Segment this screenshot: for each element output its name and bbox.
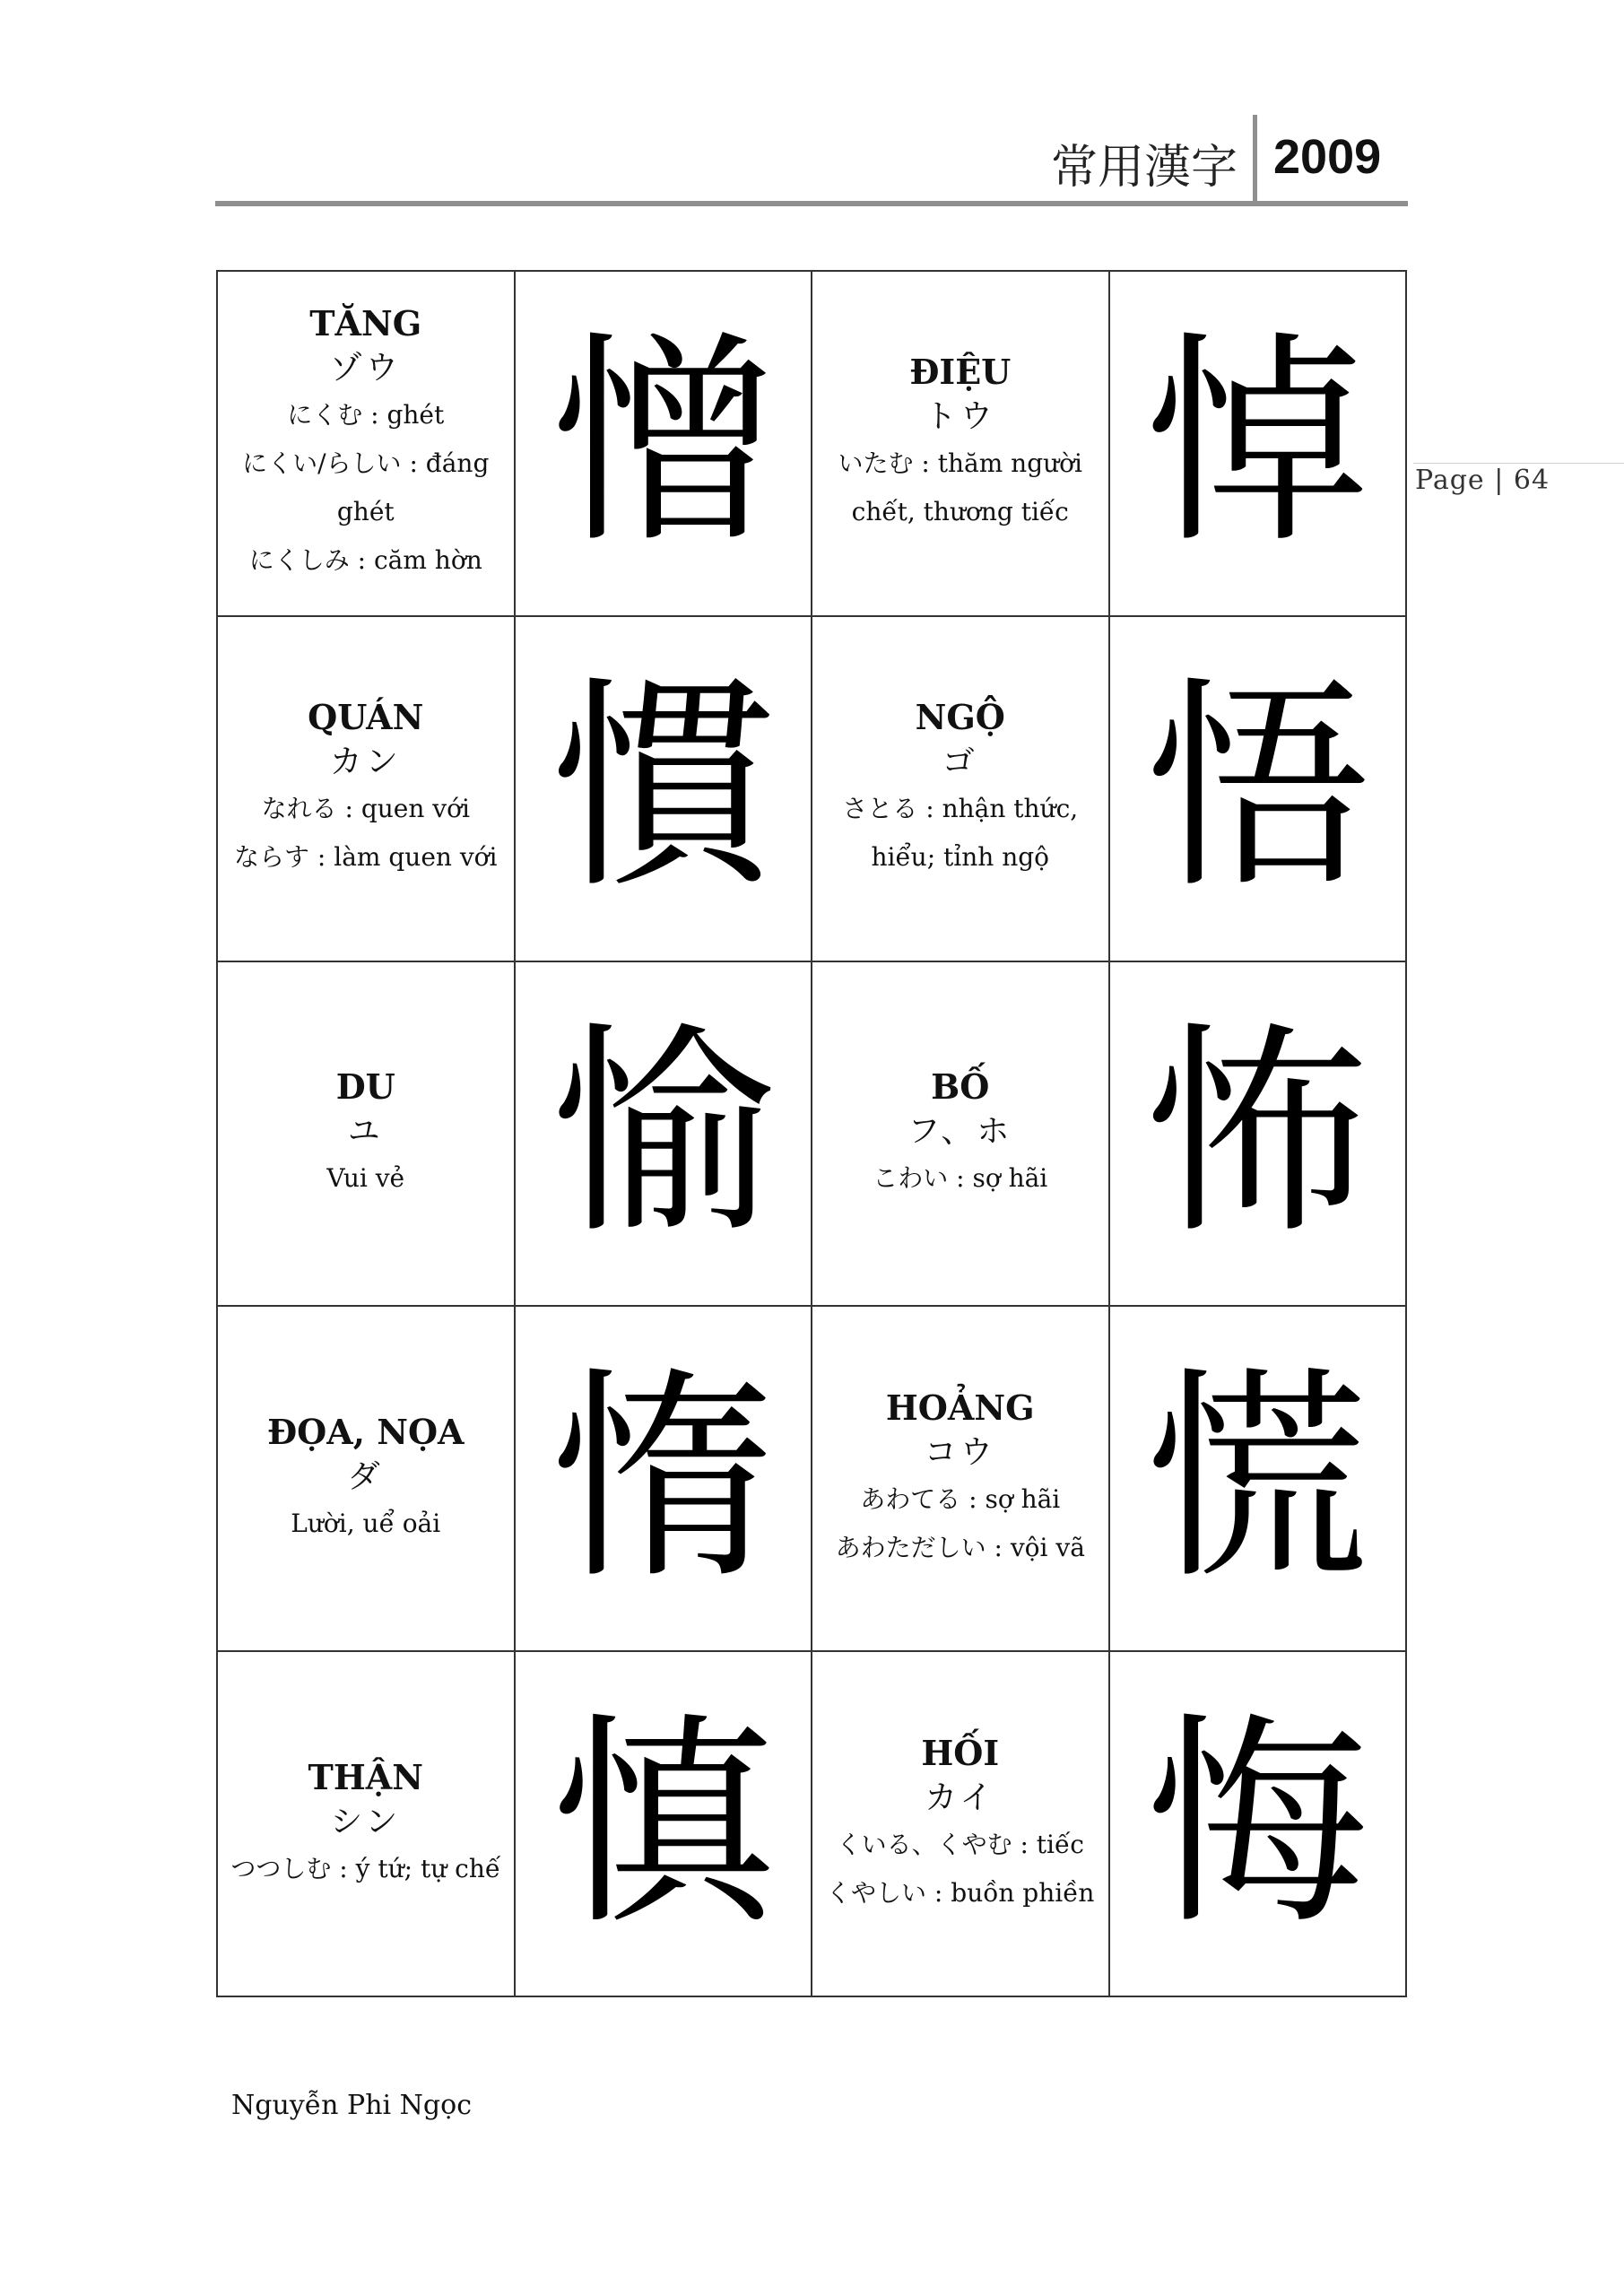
- kanji-character: 惰: [551, 1347, 776, 1609]
- kanji-character: 慌: [1145, 1347, 1370, 1609]
- kanji-info-cell: [812, 962, 1110, 1308]
- kanji-cell: [516, 272, 813, 617]
- kun-reading-meaning: こわい : sợ hãi: [873, 1162, 1048, 1193]
- kanji-info-cell: [812, 1307, 1110, 1652]
- kun-reading-meaning: にくむ : ghét: [287, 400, 445, 430]
- kanji-info-cell: [812, 1652, 1110, 1997]
- kanji-info-cell: [218, 617, 516, 962]
- kanji-cell: [516, 962, 813, 1308]
- sino-vietnamese-reading: BỐ: [931, 1065, 990, 1107]
- kanji-character: 悟: [1145, 657, 1370, 919]
- kanji-cell: [1110, 272, 1408, 617]
- kanji-info-cell: [218, 272, 516, 617]
- on-reading: ゾウ: [329, 350, 402, 387]
- kun-reading-meaning: なれる : quen với: [261, 794, 470, 824]
- on-reading: カン: [329, 744, 402, 781]
- kanji-character: 憎: [551, 312, 776, 574]
- on-reading: カイ: [925, 1779, 996, 1816]
- kanji-character: 悼: [1145, 312, 1370, 574]
- kun-reading-meaning: あわただしい : vội vã: [835, 1532, 1085, 1562]
- kun-reading-meaning: あわてる : sợ hãi: [860, 1483, 1061, 1514]
- kun-reading-meaning: にくしみ : căm hờn: [248, 545, 482, 576]
- sino-vietnamese-reading: THẬN: [308, 1756, 423, 1797]
- on-reading: シン: [330, 1803, 402, 1840]
- sino-vietnamese-reading: NGỘ: [915, 697, 1005, 738]
- sino-vietnamese-reading: ĐIỆU: [909, 352, 1012, 393]
- sino-vietnamese-reading: QUÁN: [308, 697, 424, 738]
- kun-reading-meaning: Vui vẻ: [326, 1162, 405, 1193]
- kun-reading-meaning: くやしい : buồn phiền: [826, 1877, 1095, 1908]
- on-reading: フ、ホ: [908, 1112, 1013, 1150]
- page-number: Page | 64: [1415, 465, 1550, 496]
- kun-reading-meaning: Lười, uể oải: [291, 1508, 441, 1538]
- kun-reading-meaning: いたむ : thăm người chết, thương tiếc: [838, 448, 1082, 527]
- kanji-character: 愉: [551, 1002, 776, 1264]
- kun-reading-meaning: つつしむ : ý tứ; tự chế: [230, 1853, 501, 1883]
- page-header: [215, 115, 1408, 206]
- kanji-info-cell: [812, 272, 1110, 617]
- sino-vietnamese-reading: HỐI: [921, 1732, 1000, 1773]
- kanji-cell: [1110, 1652, 1408, 1997]
- kanji-character: 慣: [551, 657, 776, 919]
- kanji-info-cell: [812, 617, 1110, 962]
- header-year: 2009: [1273, 130, 1382, 184]
- kun-reading-meaning: くいる、くやむ : tiếc: [836, 1829, 1084, 1859]
- on-reading: ユ: [347, 1112, 384, 1150]
- kun-reading-meaning: にくい/らしい : đáng ghét: [242, 448, 490, 527]
- sino-vietnamese-reading: HOẢNG: [885, 1387, 1035, 1428]
- kanji-character: 悔: [1145, 1692, 1370, 1954]
- sino-vietnamese-reading: ĐỌA, NỌA: [266, 1411, 465, 1452]
- kanji-info-cell: [218, 962, 516, 1308]
- sino-vietnamese-reading: TĂNG: [309, 303, 422, 344]
- page-marker-line: [1413, 463, 1624, 464]
- kun-reading-meaning: ならす : làm quen với: [234, 842, 498, 873]
- footer-author: Nguyễn Phi Ngọc: [231, 2090, 472, 2121]
- kanji-table: [216, 270, 1407, 1997]
- kanji-cell: [1110, 962, 1408, 1308]
- kanji-info-cell: [218, 1652, 516, 1997]
- on-reading: ゴ: [942, 744, 978, 781]
- on-reading: ダ: [347, 1457, 384, 1495]
- kanji-character: 慎: [551, 1692, 776, 1954]
- kanji-cell: [516, 617, 813, 962]
- kanji-cell: [516, 1652, 813, 1997]
- kun-reading-meaning: さとる : nhận thức, hiểu; tỉnh ngộ: [842, 794, 1079, 873]
- on-reading: トウ: [924, 398, 996, 436]
- on-reading: コウ: [924, 1433, 996, 1471]
- sino-vietnamese-reading: DU: [335, 1065, 395, 1107]
- header-divider: [1253, 115, 1257, 201]
- kanji-cell: [1110, 1307, 1408, 1652]
- kanji-cell: [516, 1307, 813, 1652]
- kanji-cell: [1110, 617, 1408, 962]
- header-title: 常用漢字: [1050, 141, 1238, 195]
- kanji-character: 怖: [1145, 1002, 1370, 1264]
- kanji-info-cell: [218, 1307, 516, 1652]
